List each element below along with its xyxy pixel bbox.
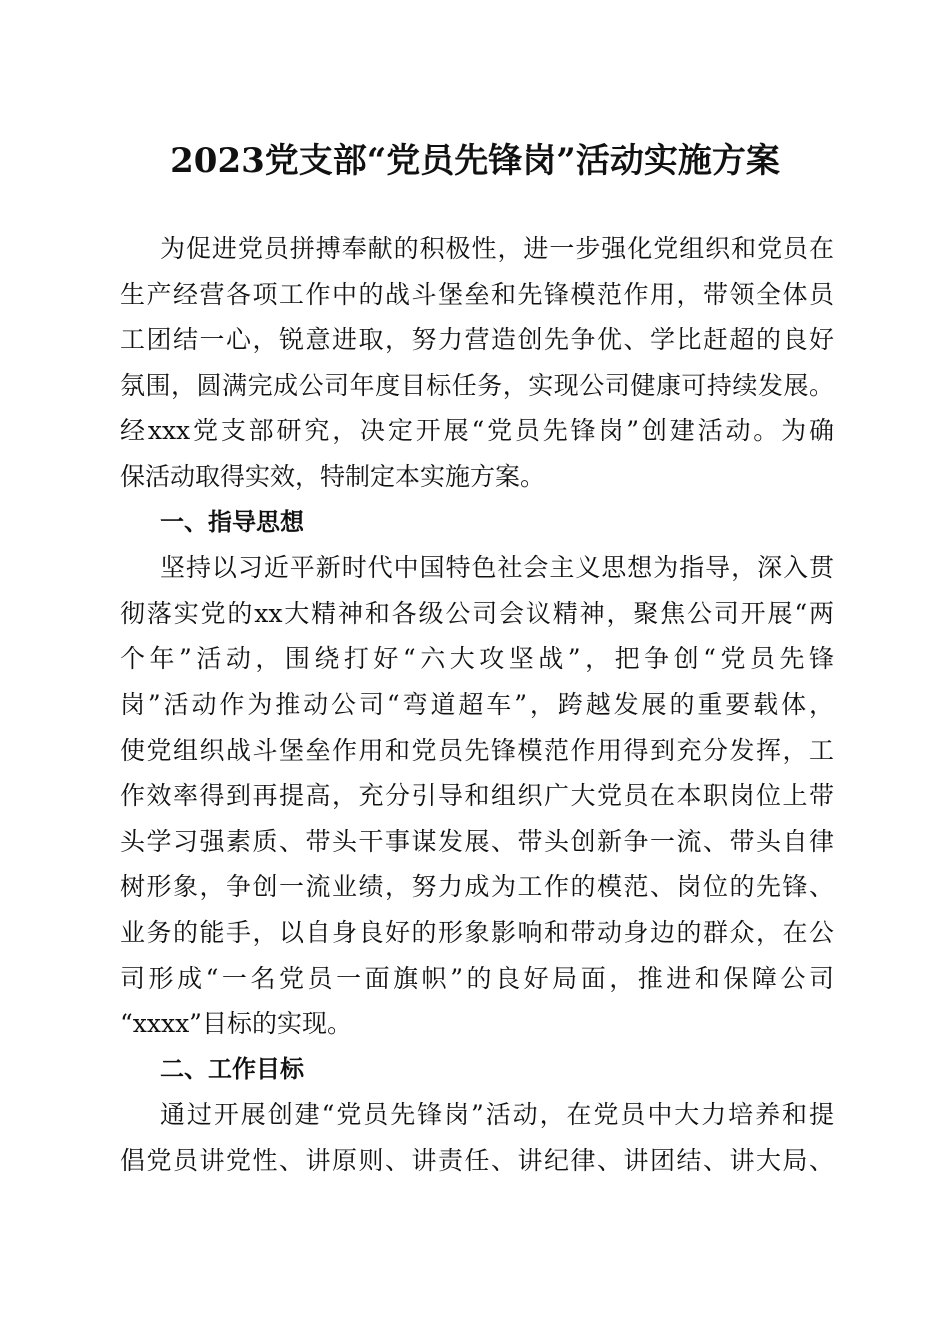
paragraph-line: 经xxx党支部研究，决定开展“党员先锋岗”创建活动。为确 xyxy=(120,416,834,446)
paragraph-line: 倡党员讲党性、讲原则、讲责任、讲纪律、讲团结、讲大局、 xyxy=(120,1145,834,1175)
paragraph-line: 氛围，圆满完成公司年度目标任务，实现公司健康可持续发展。 xyxy=(120,370,834,400)
paragraph-line: 司形成“一名党员一面旗帜”的良好局面，推进和保障公司 xyxy=(120,963,834,993)
paragraph-line: 岗”活动作为推动公司“弯道超车”，跨越发展的重要载体， xyxy=(120,689,834,719)
paragraph-line: 使党组织战斗堡垒作用和党员先锋模范作用得到充分发挥，工 xyxy=(120,735,834,765)
paragraph-line: 保活动取得实效，特制定本实施方案。 xyxy=(120,461,546,491)
paragraph-line: 通过开展创建“党员先锋岗”活动，在党员中大力培养和提 xyxy=(160,1100,834,1130)
paragraph-line: “xxxx”目标的实现。 xyxy=(120,1009,352,1039)
document-body xyxy=(120,226,834,1183)
paragraph-line: 生产经营各项工作中的战斗堡垒和先锋模范作用，带领全体员 xyxy=(120,279,834,309)
section2-paragraph xyxy=(120,1092,834,1183)
section-heading-work-goals: 二、工作目标 xyxy=(160,1054,304,1083)
paragraph-line: 为促进党员拼搏奉献的积极性，进一步强化党组织和党员在 xyxy=(160,234,834,263)
paragraph-line: 作效率得到再提高，充分引导和组织广大党员在本职岗位上带 xyxy=(120,781,834,811)
paragraph-line: 个年”活动，围绕打好“六大攻坚战”，把争创“党员先锋 xyxy=(120,644,834,674)
paragraph-line: 树形象，争创一流业绩，努力成为工作的模范、岗位的先锋、 xyxy=(120,872,834,902)
intro-paragraph xyxy=(120,226,834,500)
paragraph-line: 彻落实党的xx大精神和各级公司会议精神，聚焦公司开展“两 xyxy=(120,598,834,628)
paragraph-line: 业务的能手，以自身良好的形象影响和带动身边的群众，在公 xyxy=(120,917,834,947)
section-heading-guiding-ideology: 一、指导思想 xyxy=(160,507,304,536)
paragraph-line: 头学习强素质、带头干事谋发展、带头创新争一流、带头自律 xyxy=(120,826,834,856)
document-title: 2023党支部“党员先锋岗”活动实施方案 xyxy=(170,141,780,181)
paragraph-line: 坚持以习近平新时代中国特色社会主义思想为指导，深入贯 xyxy=(160,553,834,583)
section1-paragraph xyxy=(120,545,834,1047)
paragraph-line: 工团结一心，锐意进取，努力营造创先争优、学比赶超的良好 xyxy=(120,325,834,355)
